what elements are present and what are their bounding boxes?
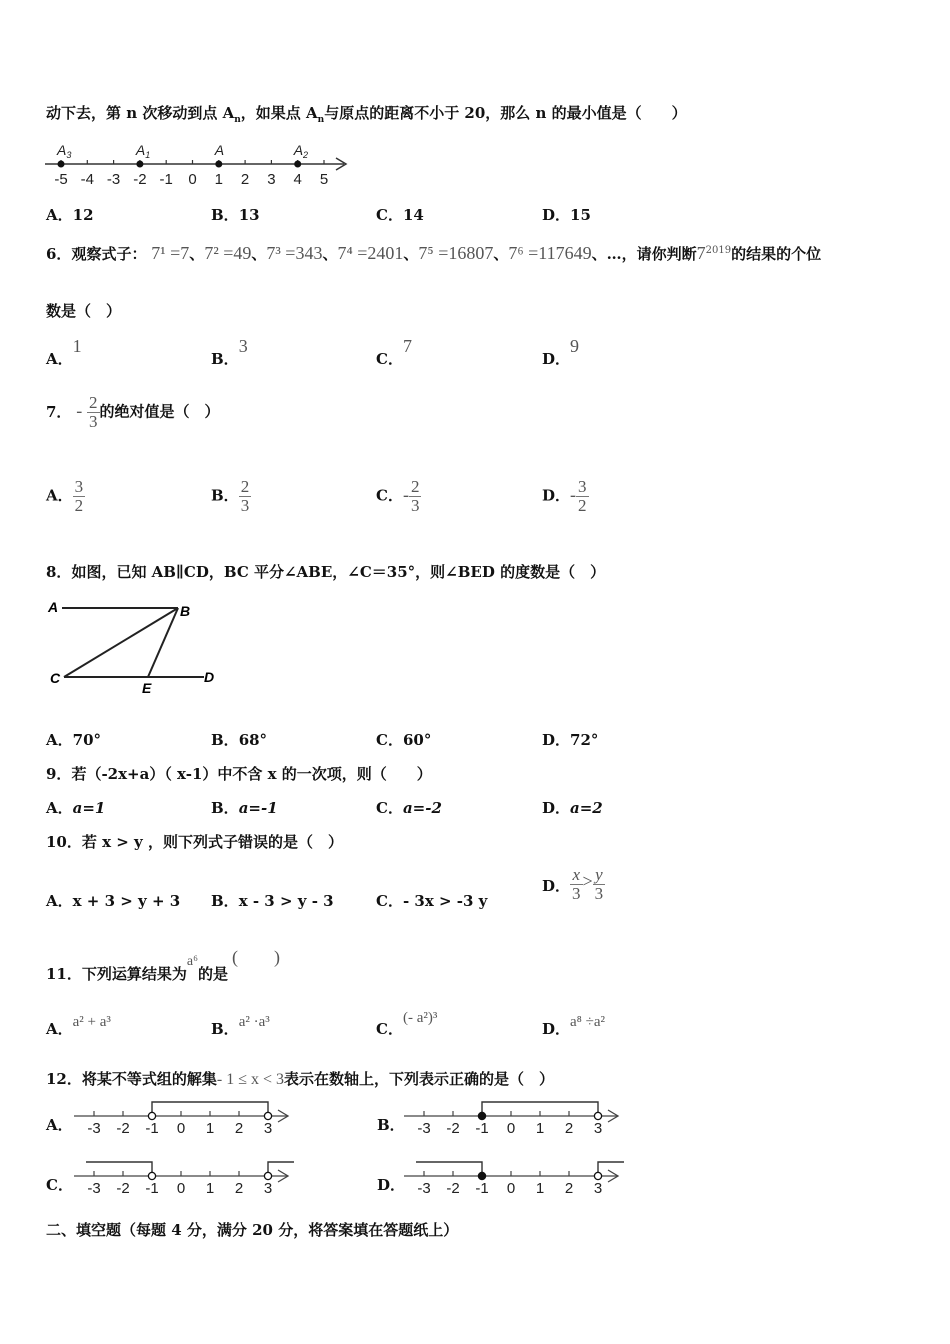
tick-label: 1 — [535, 1120, 545, 1137]
q12-option-d-line[interactable] — [400, 1156, 630, 1198]
point — [136, 161, 143, 168]
endpoint-right — [594, 1112, 601, 1119]
q9-option-d[interactable]: D．a=2 — [542, 799, 603, 817]
q7-option-a[interactable]: A． $\frac{3}{2}$ — [46, 477, 84, 515]
endpoint-left — [148, 1172, 155, 1179]
point-subscript: 1 — [145, 150, 151, 160]
bracket-right — [268, 1162, 294, 1176]
q6-option-d[interactable]: D．9 — [542, 336, 580, 368]
tick-label: 3 — [593, 1180, 603, 1197]
endpoint-left — [148, 1112, 155, 1119]
q6-option-b[interactable]: B．3 — [211, 336, 248, 368]
tick-label: 0 — [176, 1180, 186, 1197]
q7-option-d[interactable]: D．- $\frac{3}{2}$ — [542, 477, 587, 515]
tick-label: 2 — [564, 1180, 574, 1197]
tick-label: -1 — [475, 1120, 489, 1137]
endpoint-left — [478, 1112, 485, 1119]
endpoint-right — [264, 1112, 271, 1119]
q12-option-b-line[interactable] — [400, 1096, 630, 1138]
point-subscript: 2 — [303, 150, 309, 160]
tick-label: 0 — [506, 1120, 516, 1137]
tick-label: 1 — [205, 1120, 215, 1137]
tick-label: 3 — [263, 1120, 273, 1137]
point-subscript: 3 — [66, 150, 72, 160]
tick-label: 1 — [535, 1180, 545, 1197]
tick-label: -1 — [145, 1120, 159, 1137]
tick-label: -2 — [116, 1120, 130, 1137]
tick-label: -2 — [116, 1180, 130, 1197]
q10-stem: 10．若 x > y ，则下列式子错误的是（ ） — [46, 833, 343, 851]
q6-option-a[interactable]: A．1 — [46, 336, 82, 368]
tick-label: -1 — [159, 171, 173, 188]
tick-label: 5 — [319, 171, 329, 188]
q8-stem: 8．如图，已知 AB∥CD，BC 平分∠ABE，∠C＝35°，则∠BED 的度数是（ ） — [46, 563, 606, 581]
q11-option-a[interactable]: A．a² + a³ — [46, 1014, 111, 1038]
q5-stem: 动下去，第 n 次移动到点 $A_n$，如果点 $A_n$与原点的距离不小于 20，那么 n 的最小值是（ ） — [46, 104, 687, 125]
point-label: $A_1$ — [135, 142, 151, 160]
q6-option-c[interactable]: C．7 — [376, 336, 412, 368]
q12-option-c-line[interactable] — [70, 1156, 300, 1198]
tick-label: 1 — [205, 1180, 215, 1197]
tick-label: -3 — [417, 1120, 431, 1137]
point — [58, 161, 65, 168]
q5-number-line — [40, 136, 360, 192]
q8-option-c[interactable]: C．60° — [376, 731, 432, 749]
q8-option-a[interactable]: A．70° — [46, 731, 102, 749]
tick-label: -3 — [87, 1120, 101, 1137]
q5-option-d[interactable]: D．15 — [542, 206, 591, 224]
q11-option-b[interactable]: B．a² ·a³ — [211, 1014, 270, 1038]
q9-option-b[interactable]: B．a=-1 — [211, 799, 278, 817]
point-label: $A_3$ — [57, 142, 72, 160]
q11-stem: 11．下列运算结果为a⁶的是( ) — [46, 947, 281, 983]
q8-option-b[interactable]: B．68° — [211, 731, 268, 749]
label-c: C — [50, 670, 61, 686]
bracket-left — [86, 1162, 152, 1176]
tick-label: 2 — [234, 1180, 244, 1197]
tick-label: -3 — [417, 1180, 431, 1197]
line-bc — [64, 608, 178, 677]
label-e: E — [142, 680, 152, 696]
q7-stem: 7． - $\frac{2}{3}$ 的绝对值是（ ） — [46, 393, 220, 431]
q9-option-a[interactable]: A．a=1 — [46, 799, 106, 817]
tick-label: 3 — [263, 1180, 273, 1197]
label-b: B — [180, 603, 191, 619]
q7-option-c[interactable]: C．- $\frac{2}{3}$ — [376, 477, 420, 515]
bracket-right — [598, 1162, 624, 1176]
label-d: D — [204, 669, 215, 685]
tick-label: 3 — [593, 1120, 603, 1137]
q10-option-d[interactable]: D． $\frac{x}{3}$ > $\frac{y}{3}$ — [542, 865, 604, 903]
q11-option-d[interactable]: D．a⁸ ÷a² — [542, 1014, 606, 1038]
q7-option-b[interactable]: B． $\frac{2}{3}$ — [211, 477, 250, 515]
tick-label: 2 — [564, 1120, 574, 1137]
endpoint-right — [264, 1172, 271, 1179]
point-label: $A_2$ — [293, 142, 309, 160]
q12-option-c-label[interactable]: C． — [46, 1176, 73, 1194]
section-2-title: 二、填空题（每题 4 分，满分 20 分，将答案填在答题纸上） — [46, 1221, 459, 1239]
q7-fraction: $\frac{2}{3}$ — [89, 393, 98, 431]
q6-stem: 6．观察式子： 7¹ =7、7² =49、7³ =343、7⁴ =2401、7⁵ =16807、7⁶ =117649、…，请你判断$7^{2019}$的结果的个位 — [46, 243, 822, 263]
endpoint-right — [594, 1172, 601, 1179]
q10-option-b[interactable]: B．x - 3 > y - 3 — [211, 892, 334, 910]
point — [215, 161, 222, 168]
tick-label: -2 — [133, 171, 147, 188]
tick-label: -1 — [475, 1180, 489, 1197]
q10-options — [46, 866, 906, 914]
tick-label: 4 — [293, 171, 302, 188]
q5-option-c[interactable]: C．14 — [376, 206, 424, 224]
tick-label: 2 — [240, 171, 250, 188]
bracket-left — [416, 1162, 482, 1176]
tick-label: -4 — [80, 171, 94, 188]
q12-option-d-label[interactable]: D． — [377, 1176, 406, 1194]
tick-label: 0 — [188, 171, 197, 188]
q11-option-c[interactable]: C．(- a²)³ — [376, 1010, 438, 1038]
q12-option-a-label[interactable]: A． — [46, 1116, 73, 1134]
line-be — [148, 608, 178, 677]
tick-label: -1 — [145, 1180, 159, 1197]
q12-option-a-line[interactable] — [70, 1096, 300, 1138]
tick-label: -3 — [106, 171, 121, 188]
q9-option-c[interactable]: C．a=-2 — [376, 799, 442, 817]
tick-label: -2 — [446, 1120, 460, 1137]
q6-stem-line2: 数是（ ） — [46, 302, 122, 320]
endpoint-left — [478, 1172, 485, 1179]
tick-label: 3 — [267, 171, 276, 188]
point-label: A — [214, 142, 225, 158]
tick-label: 1 — [214, 171, 223, 188]
q5-option-a[interactable]: A．12 — [46, 206, 94, 224]
point — [294, 161, 301, 168]
label-a: A — [48, 599, 59, 615]
q8-figure — [44, 596, 224, 696]
tick-label: -5 — [54, 171, 68, 188]
q5-option-b[interactable]: B．13 — [211, 206, 260, 224]
q10-option-c[interactable]: C．- 3x > -3 y — [376, 892, 488, 910]
q12-stem: 12．将某不等式组的解集- 1 ≤ x < 3表示在数轴上，下列表示正确的是（ ） — [46, 1070, 555, 1088]
tick-label: -3 — [87, 1180, 101, 1197]
tick-label: 2 — [234, 1120, 244, 1137]
tick-label: -2 — [446, 1180, 460, 1197]
q10-option-a[interactable]: A．x + 3 > y + 3 — [46, 892, 181, 910]
q12-option-b-label[interactable]: B． — [377, 1116, 405, 1134]
q8-option-d[interactable]: D．72° — [542, 731, 599, 749]
tick-label: 0 — [176, 1120, 186, 1137]
q9-stem: 9．若（-2x+a）（ x-1）中不含 x 的一次项，则（ ） — [46, 765, 432, 783]
tick-label: 0 — [506, 1180, 516, 1197]
